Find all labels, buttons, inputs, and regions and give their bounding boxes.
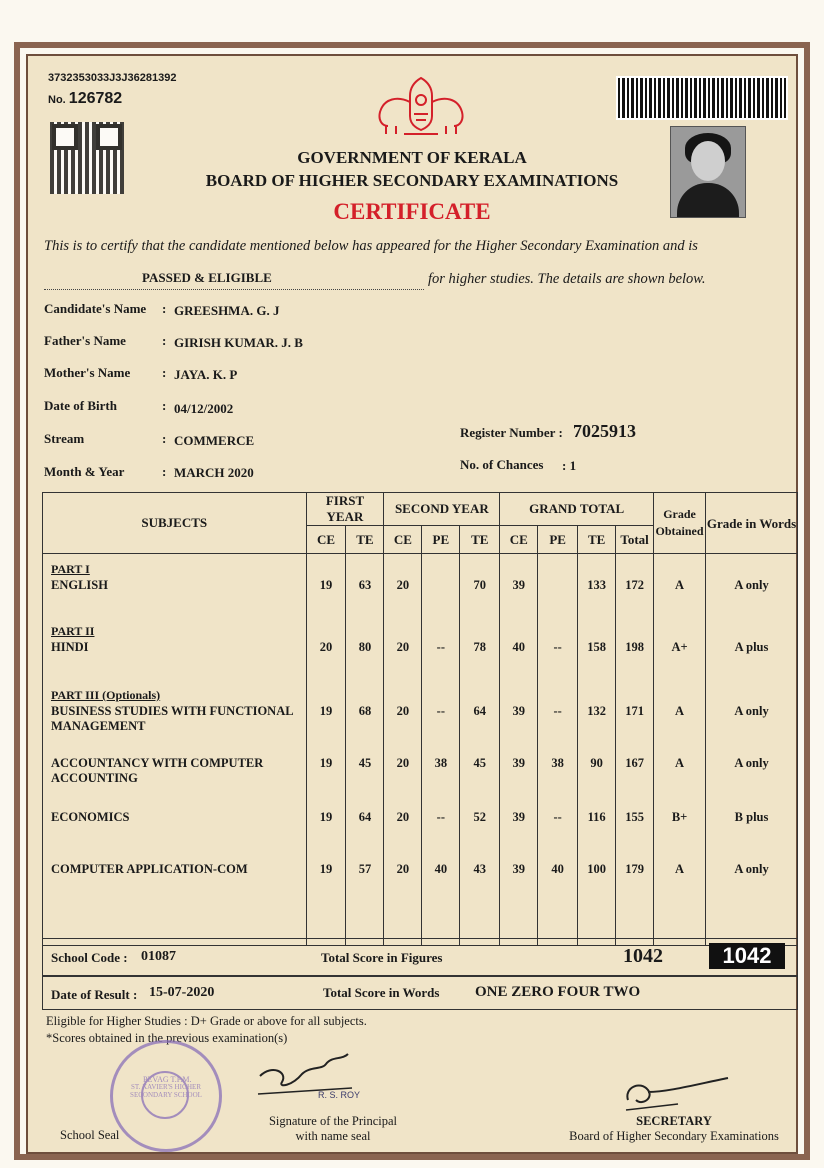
score-sy-pe: 38 — [434, 756, 448, 770]
subject-name: BUSINESS STUDIES WITH FUNCTIONAL MANAGEMENT — [51, 704, 293, 733]
mother-name: JAYA. K. P — [174, 367, 238, 382]
subject-name: COMPUTER APPLICATION-COM — [51, 862, 248, 876]
dob-label: Date of Birth — [44, 398, 117, 413]
total-stamp: 1042 — [709, 943, 785, 969]
dob-colon: : — [162, 398, 167, 413]
score-grade: A — [675, 862, 685, 876]
stream-label: Stream — [44, 431, 85, 446]
gt-te-header: TE — [578, 526, 616, 554]
school-code: 01087 — [141, 949, 176, 964]
score-words: A only — [734, 862, 769, 876]
candidate-name-label: Candidate's Name — [44, 301, 147, 316]
certificate-title: CERTIFICATE — [333, 199, 491, 224]
father-name-label: Father's Name — [44, 333, 126, 348]
barcode-icon — [616, 76, 788, 120]
pass-status: PASSED & ELIGIBLE — [142, 270, 272, 285]
score-fy-te: 63 — [358, 578, 372, 592]
marks-table — [42, 492, 798, 946]
candidate-colon: : — [162, 301, 167, 316]
score-gt-ce: 39 — [512, 810, 525, 824]
score-fy-te: 64 — [358, 810, 372, 824]
mother-colon: : — [162, 365, 167, 380]
score-gt-te: 133 — [587, 578, 606, 592]
score-gt-te: 100 — [587, 862, 606, 876]
principal-name-seal: R. S. ROY — [318, 1090, 361, 1100]
score-gt-te: 90 — [590, 756, 603, 770]
score-sy-te: 78 — [473, 640, 487, 654]
intro-text: This is to certify that the candidate mentioned below has appeared for the Higher Secondary Examination and is — [44, 238, 698, 254]
score-words: B plus — [734, 810, 769, 824]
part-heading: PART I — [51, 562, 90, 576]
score-sy-pe: -- — [436, 810, 445, 824]
secretary-signature-icon — [618, 1070, 738, 1116]
score-words: A only — [734, 756, 769, 770]
grade-words-header: Grade in Words — [706, 493, 798, 554]
score-total: 171 — [625, 704, 644, 718]
sy-ce-header: CE — [384, 526, 422, 554]
gt-pe-header: PE — [538, 526, 578, 554]
score-sy-pe: -- — [436, 704, 445, 718]
second-year-header: SECOND YEAR — [384, 493, 500, 526]
score-gt-pe: -- — [553, 640, 562, 654]
score-gt-te: 132 — [587, 704, 606, 718]
score-sy-ce: 20 — [396, 862, 410, 876]
score-sy-ce: 20 — [396, 810, 410, 824]
score-fy-ce: 19 — [319, 578, 333, 592]
score-total: 155 — [625, 810, 644, 824]
chances-value: : 1 — [562, 458, 577, 473]
month-year-value: MARCH 2020 — [174, 465, 254, 480]
serial-number: 3732353033J3J36281392 — [48, 72, 177, 84]
score-fy-te: 68 — [358, 704, 372, 718]
govt-title: GOVERNMENT OF KERALA — [297, 148, 527, 167]
score-words: A only — [734, 578, 769, 592]
score-grade: A — [675, 578, 685, 592]
score-fy-te: 57 — [358, 862, 372, 876]
subject-name: ECONOMICS — [51, 810, 130, 824]
sy-pe-header: PE — [422, 526, 460, 554]
score-sy-te: 70 — [473, 578, 487, 592]
score-gt-ce: 39 — [512, 578, 525, 592]
father-colon: : — [162, 333, 167, 348]
score-sy-pe: 40 — [434, 862, 448, 876]
register-number-label: Register Number : — [460, 425, 563, 440]
seal-text: ST. XAVIER'S HIGHER SECONDARY SCHOOL — [130, 1083, 202, 1099]
score-fy-te: 45 — [358, 756, 372, 770]
fy-te-header: TE — [346, 526, 384, 554]
marks-body-row — [43, 554, 798, 946]
register-number: 7025913 — [573, 421, 636, 441]
candidate-name: GREESHMA. G. J — [174, 303, 280, 318]
certificate-number: No. 126782 — [48, 90, 123, 107]
score-total: 172 — [625, 578, 644, 592]
kerala-emblem-icon — [374, 72, 468, 136]
fy-ce-header: CE — [306, 526, 346, 554]
score-gt-ce: 40 — [512, 640, 525, 654]
score-sy-ce: 20 — [396, 756, 410, 770]
score-grade: A — [675, 756, 685, 770]
score-total: 179 — [625, 862, 644, 876]
score-grade: A+ — [671, 640, 688, 654]
score-fy-te: 80 — [358, 640, 372, 654]
score-gt-pe: -- — [553, 810, 562, 824]
result-date: 15-07-2020 — [149, 985, 215, 1000]
gt-ce-header: CE — [500, 526, 538, 554]
month-colon: : — [162, 464, 167, 479]
score-fy-ce: 20 — [319, 640, 333, 654]
part-heading: PART III (Optionals) — [51, 688, 161, 702]
score-gt-te: 158 — [587, 640, 606, 654]
principal-label: Signature of the Principal with name seal — [268, 1114, 398, 1143]
total-figures: 1042 — [623, 945, 663, 967]
subject-name: ACCOUNTANCY WITH COMPUTER ACCOUNTING — [51, 756, 264, 785]
score-fy-ce: 19 — [319, 862, 333, 876]
score-gt-te: 116 — [587, 810, 606, 824]
first-year-header: FIRST YEAR — [306, 493, 384, 526]
status-underline — [44, 289, 424, 290]
score-gt-ce: 39 — [512, 756, 525, 770]
gt-total-header: Total — [616, 526, 654, 554]
grade-obtained-header: Grade Obtained — [654, 493, 706, 554]
score-total: 198 — [625, 640, 644, 654]
stream-value: COMMERCE — [174, 433, 255, 448]
score-sy-te: 64 — [473, 704, 487, 718]
score-grade: B+ — [671, 810, 688, 824]
subject-name: ENGLISH — [51, 578, 108, 592]
score-gt-pe: -- — [553, 704, 562, 718]
part-heading: PART II — [51, 624, 95, 638]
intro-text-2: for higher studies. The details are shown below. — [428, 271, 706, 287]
board-title: BOARD OF HIGHER SECONDARY EXAMINATIONS — [205, 171, 619, 190]
score-total: 167 — [625, 756, 644, 770]
score-gt-pe: 38 — [551, 756, 564, 770]
grand-total-header: GRAND TOTAL — [500, 493, 654, 526]
stream-colon: : — [162, 431, 167, 446]
score-gt-ce: 39 — [512, 862, 525, 876]
date-of-birth: 04/12/2002 — [174, 401, 234, 416]
month-year-label: Month & Year — [44, 464, 125, 479]
score-sy-ce: 20 — [396, 640, 410, 654]
school-seal-icon — [110, 1040, 222, 1152]
mother-name-label: Mother's Name — [44, 365, 131, 380]
total-words: ONE ZERO FOUR TWO — [475, 984, 641, 1000]
score-sy-te: 52 — [473, 810, 487, 824]
score-sy-pe: -- — [436, 640, 445, 654]
score-gt-pe: 40 — [551, 862, 564, 876]
score-words: A plus — [734, 640, 769, 654]
score-fy-ce: 19 — [319, 704, 333, 718]
score-sy-te: 45 — [473, 756, 487, 770]
subjects-column — [43, 554, 307, 946]
school-code-label: School Code : — [51, 950, 128, 965]
score-words: A only — [734, 704, 769, 718]
score-grade: A — [675, 704, 685, 718]
previous-scores-note: *Scores obtained in the previous examination(s) — [46, 1031, 288, 1045]
result-date-label: Date of Result : — [51, 987, 138, 1002]
sy-te-header: TE — [460, 526, 500, 554]
seal-center: PEVAG T.P.M. — [141, 1071, 189, 1119]
subject-name: HINDI — [51, 640, 89, 654]
score-sy-te: 43 — [473, 862, 487, 876]
total-figures-label: Total Score in Figures — [321, 950, 443, 965]
totals-row-2 — [42, 976, 798, 1010]
chances-label: No. of Chances — [460, 457, 544, 472]
total-words-label: Total Score in Words — [323, 985, 440, 1000]
school-seal-label: School Seal — [60, 1128, 120, 1142]
score-fy-ce: 19 — [319, 756, 333, 770]
score-sy-ce: 20 — [396, 704, 410, 718]
score-fy-ce: 19 — [319, 810, 333, 824]
subjects-header: SUBJECTS — [43, 493, 307, 554]
father-name: GIRISH KUMAR. J. B — [174, 335, 303, 350]
score-gt-ce: 39 — [512, 704, 525, 718]
eligibility-note: Eligible for Higher Studies : D+ Grade or above for all subjects. — [46, 1014, 367, 1028]
score-sy-ce: 20 — [396, 578, 410, 592]
secretary-label: SECRETARY Board of Higher Secondary Examinations — [569, 1114, 779, 1143]
totals-row-1 — [42, 938, 798, 976]
